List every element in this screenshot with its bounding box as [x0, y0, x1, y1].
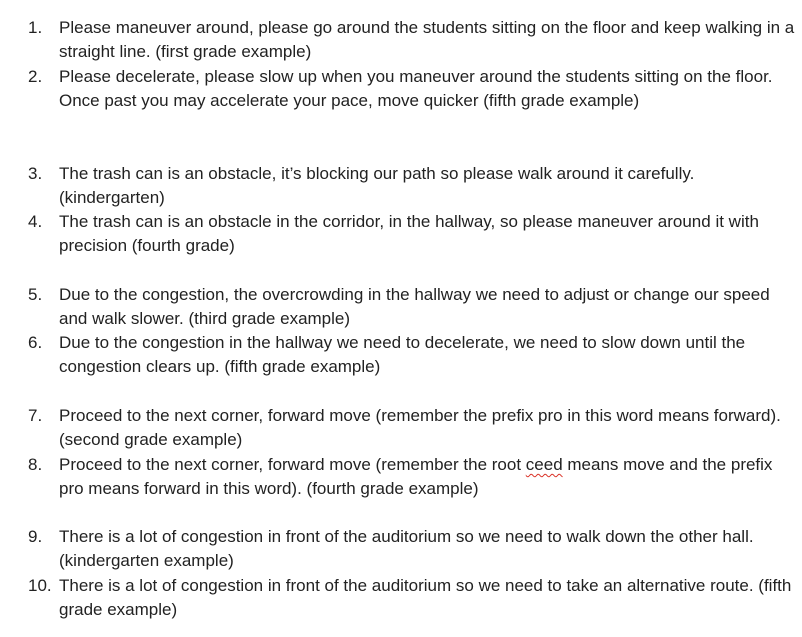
list-item: [28, 331, 798, 379]
list-item: [28, 453, 798, 501]
list-text[interactable]: Due to the congestion in the hallway we need to decelerate, we need to slow down until the congestion clears up. (fifth grade example): [59, 333, 746, 376]
list-item: [28, 16, 798, 64]
list-item: [28, 65, 798, 113]
list-item: [28, 574, 798, 622]
spellcheck-flagged-word[interactable]: ceed: [525, 455, 563, 474]
list-number: 4.: [28, 212, 43, 231]
list-item: [28, 404, 798, 452]
list-text[interactable]: There is a lot of congestion in front of the auditorium so we need to take an alternative route. (fifth grade example): [59, 576, 792, 619]
list-text[interactable]: There is a lot of congestion in front of the auditorium so we need to walk down the other hall. (kindergarten example): [59, 527, 754, 570]
list-number: 2.: [28, 67, 43, 86]
list-number: 6.: [28, 333, 43, 352]
list-number: 9.: [28, 527, 43, 546]
list-text[interactable]: Please maneuver around, please go around the students sitting on the floor and keep walking in a straight line. (first grade example): [59, 18, 795, 61]
list-text[interactable]: [59, 453, 798, 501]
list-text[interactable]: Due to the congestion, the overcrowding in the hallway we need to adjust or change our speed and walk slower. (third grade example): [59, 285, 770, 328]
list-item: [28, 525, 798, 573]
list-number: 7.: [28, 406, 43, 425]
list-number: 3.: [28, 164, 43, 183]
list-item: [28, 162, 798, 210]
list-text[interactable]: Proceed to the next corner, forward move (remember the prefix pro in this word means forward). (second grade example): [59, 406, 781, 449]
list-text[interactable]: The trash can is an obstacle, it’s blocking our path so please walk around it carefully. (kindergarten): [59, 164, 695, 207]
list-number: 10.: [28, 576, 52, 595]
list-number: 8.: [28, 455, 43, 474]
list-number: 5.: [28, 285, 43, 304]
list-text-part: Proceed to the next corner, forward move (remember the root: [59, 455, 526, 474]
list-text[interactable]: Please decelerate, please slow up when you maneuver around the students sitting on the floor. Once past you may accelerate your pace, move quicker (fifth grade example): [59, 67, 773, 110]
list-item: [28, 210, 798, 258]
list-text[interactable]: The trash can is an obstacle in the corridor, in the hallway, so please maneuver around it with precision (fourth grade): [59, 212, 759, 255]
list-item: [28, 283, 798, 331]
list-number: 1.: [28, 18, 43, 37]
list-text-part: means move and the prefix pro means forward in this word). (fourth grade example): [59, 455, 773, 498]
